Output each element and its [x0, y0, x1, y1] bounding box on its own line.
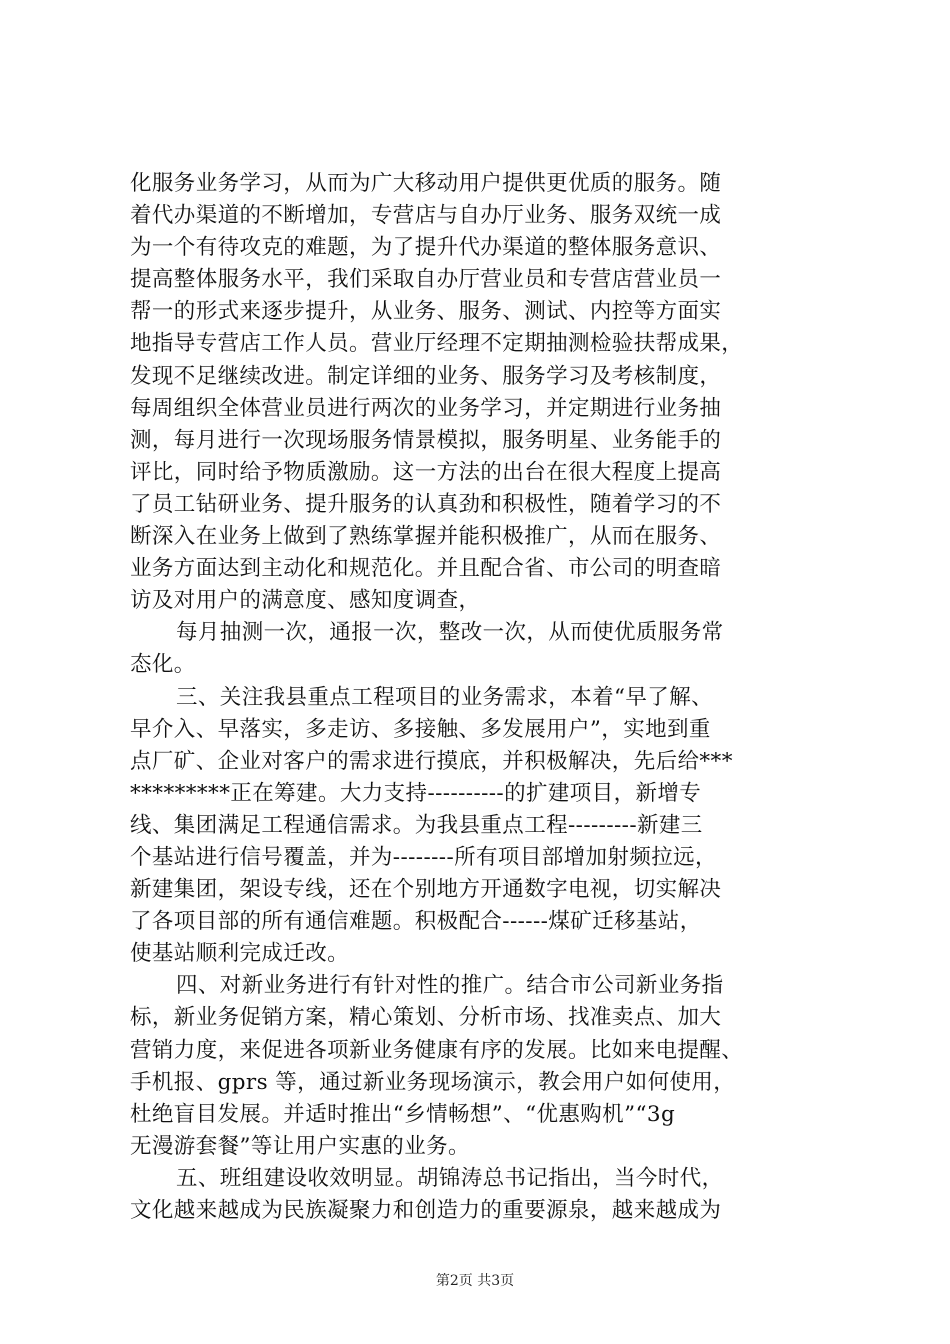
paragraph-start-line: 每月抽测一次，通报一次，整改一次，从而使优质服务常 — [176, 620, 724, 646]
text-line: 早介入、早落实，多走访、多接触、多发展用户”，实地到重 — [130, 716, 711, 742]
text-line: 发现不足继续改进。制定详细的业务、服务学习及考核制度， — [130, 363, 722, 389]
text-line: 营销力度，来促进各项新业务健康有序的发展。比如来电提醒、 — [130, 1037, 744, 1063]
text-line: 个基站进行信号覆盖，并为--------所有项目部增加射频拉远， — [130, 844, 717, 870]
text-line: 手机报、gprs 等，通过新业务现场演示，教会用户如何使用， — [130, 1069, 736, 1095]
text-line: 为一个有待攻克的难题，为了提升代办渠道的整体服务意识、 — [130, 235, 722, 261]
text-line: *********正在筹建。大力支持----------的扩建项目，新增专 — [130, 780, 702, 806]
text-line: 新建集团，架设专线，还在个别地方开通数字电视，切实解决 — [130, 877, 722, 903]
page-footer: 第2页 共3页 — [435, 1273, 515, 1289]
text-line: 无漫游套餐”等让用户实惠的业务。 — [130, 1133, 470, 1159]
text-line: 态化。 — [130, 652, 196, 678]
text-line: 标，新业务促销方案，精心策划、分析市场、找准卖点、加大 — [130, 1005, 722, 1031]
text-line: 文化越来越成为民族凝聚力和创造力的重要源泉，越来越成为 — [130, 1198, 722, 1223]
text-line: 提高整体服务水平，我们采取自办厅营业员和专营店营业员一 — [130, 267, 722, 293]
text-line: 了员工钻研业务、提升服务的认真劲和积极性，随着学习的不 — [130, 491, 722, 517]
text-line: 了各项目部的所有通信难题。积极配合------煤矿迁移基站， — [130, 909, 702, 935]
document-body — [130, 168, 830, 1227]
text-line: 访及对用户的满意度、感知度调查， — [130, 588, 481, 614]
text-line: 着代办渠道的不断增加，专营店与自办厅业务、服务双统一成 — [130, 203, 722, 229]
paragraph-start-line: 五、班组建设收效明显。胡锦涛总书记指出，当今时代， — [176, 1165, 724, 1191]
text-line: 业务方面达到主动化和规范化。并且配合省、市公司的明查暗 — [130, 556, 722, 582]
paragraph-start-line: 三、关注我县重点工程项目的业务需求，本着“早了解、 — [176, 684, 713, 710]
text-line: 地指导专营店工作人员。营业厅经理不定期抽测检验扶帮成果， — [130, 331, 744, 357]
text-line: 帮一的形式来逐步提升，从业务、服务、测试、内控等方面实 — [130, 299, 722, 325]
text-line: 杜绝盲目发展。并适时推出“乡情畅想”、“优惠购机”“3g — [130, 1101, 676, 1127]
paragraph-start-line: 四、对新业务进行有针对性的推广。结合市公司新业务指 — [176, 973, 724, 999]
text-line: 断深入在业务上做到了熟练掌握并能积极推广，从而在服务、 — [130, 524, 722, 550]
text-line: 测，每月进行一次现场服务情景模拟，服务明星、业务能手的 — [130, 427, 722, 453]
text-line: 评比，同时给予物质激励。这一方法的出台在很大程度上提高 — [130, 459, 722, 485]
text-line: 使基站顺利完成迁改。 — [130, 941, 350, 967]
text-line: 线、集团满足工程通信需求。为我县重点工程---------新建三 — [130, 812, 703, 838]
text-line: 点厂矿、企业对客户的需求进行摸底，并积极解决，先后给*** — [130, 748, 733, 774]
text-line: 化服务业务学习，从而为广大移动用户提供更优质的服务。随 — [130, 171, 722, 196]
text-line: 每周组织全体营业员进行两次的业务学习，并定期进行业务抽 — [130, 395, 722, 421]
